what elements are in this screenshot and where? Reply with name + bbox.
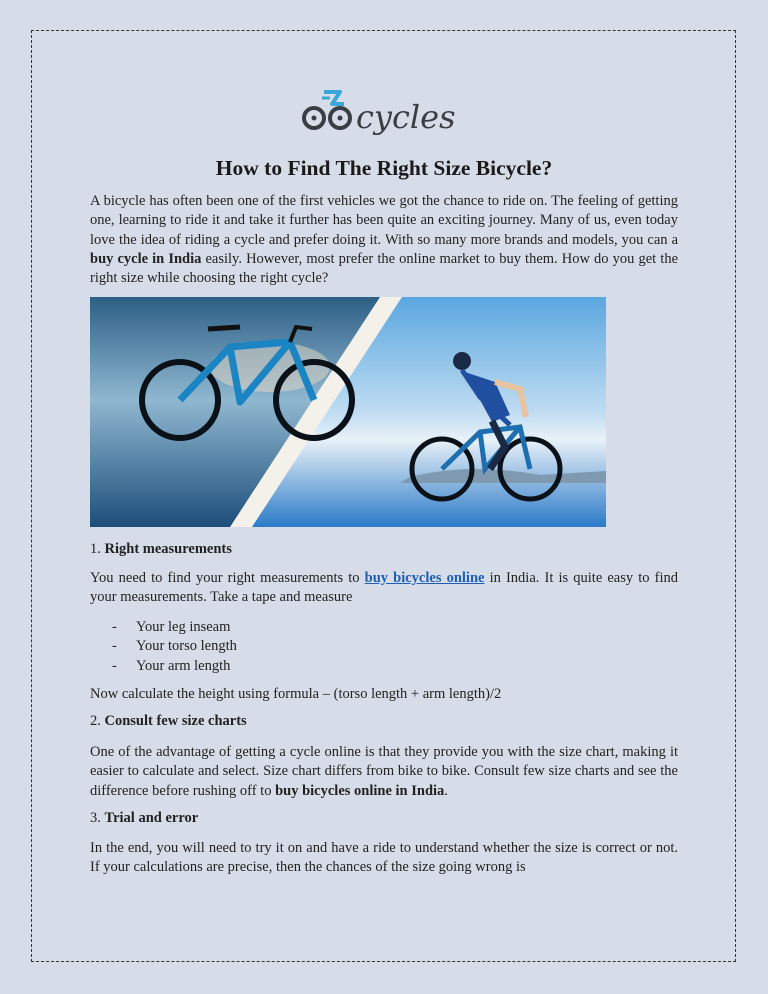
section-2-paragraph: One of the advantage of getting a cycle online is that they provide you with the size chart, making it easier to calculate and select. Size chart differs from bike to bike. Consult few size charts and see the difference before rushing off to buy bicycles online in India.	[90, 744, 678, 799]
intro-paragraph: A bicycle has often been one of the first vehicles we got the chance to ride on. The feeling of getting one, learning to ride it and take it further has been quite an exciting journey. Many of us, even today love the idea of riding a cycle and prefer doing it. With so many more brands and models, you can a buy cycle in India easily. However, most prefer the online market to buy them. How do you get the right size while choosing the right cycle?	[90, 193, 679, 287]
section-2-heading: 2. Consult few size charts	[90, 713, 247, 729]
list-item: - Your leg inseam	[112, 618, 237, 637]
list-item: - Your torso length	[112, 637, 237, 656]
bicycle-wheels-logo-icon	[304, 92, 350, 128]
brand-logo	[300, 88, 470, 140]
list-item: - Your arm length	[112, 657, 237, 676]
hero-bicycle-image	[90, 297, 606, 527]
section-1-paragraph: You need to find your right measurements to buy bicycles online in India. It is quite easy to find your measurements. Take a tape and measure	[90, 570, 678, 606]
logo-text: cycles	[356, 98, 456, 136]
measurement-list	[112, 618, 237, 676]
buy-bicycles-online-link[interactable]: buy bicycles online	[364, 570, 485, 586]
section-3-paragraph: In the end, you will need to try it on and have a ride to understand whether the size is correct or not. If your calculations are precise, then the chances of the size going wrong is	[90, 840, 678, 876]
formula-text: Now calculate the height using formula – (torso length + arm length)/2	[90, 686, 502, 702]
section-3-heading: 3. Trial and error	[90, 810, 199, 826]
section-1-heading: 1. Right measurements	[90, 541, 232, 557]
page-title: How to Find The Right Size Bicycle?	[215, 156, 553, 180]
